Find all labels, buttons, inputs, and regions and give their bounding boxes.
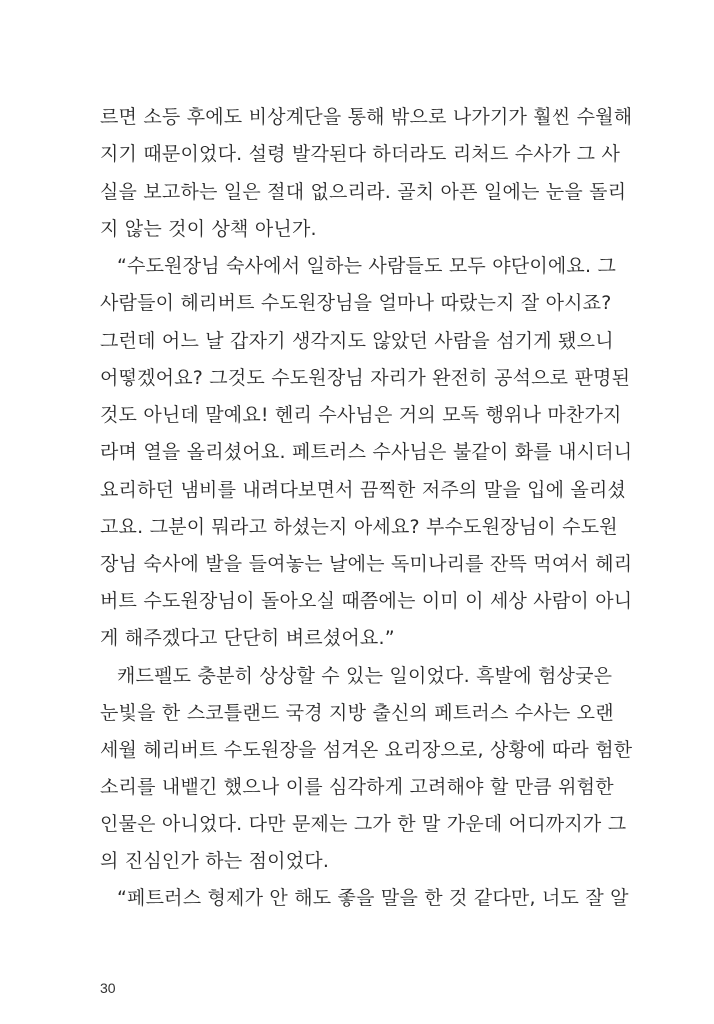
text-line: 의 진심인가 하는 점이었다. <box>100 850 330 872</box>
text-line: 르면 소등 후에도 비상계단을 통해 밖으로 나가기가 훨씬 수월해 <box>100 106 633 128</box>
text-line: 세월 헤리버트 수도원장을 섬겨온 요리장으로, 상황에 따라 험한 <box>100 739 633 761</box>
text-line: 지 않는 것이 상책 아닌가. <box>100 218 317 240</box>
text-line: 눈빛을 한 스코틀랜드 국경 지방 출신의 페트러스 수사는 오랜 <box>100 702 614 724</box>
text-line: “수도원장님 숙사에서 일하는 사람들도 모두 야단이에요. 그 <box>117 255 617 277</box>
text-line: 인물은 아니었다. 다만 문제는 그가 한 말 가운데 어디까지가 그 <box>100 813 627 835</box>
text-line: 그런데 어느 날 갑자기 생각지도 않았던 사람을 섬기게 됐으니 <box>100 330 614 352</box>
text-line: 라며 열을 올리셨어요. 페트러스 수사님은 불같이 화를 내시더니 <box>100 441 633 463</box>
text-line: 고요. 그분이 뭐라고 하셨는지 아세요? 부수도원장님이 수도원 <box>100 516 618 538</box>
text-line: 소리를 내뱉긴 했으나 이를 심각하게 고려해야 할 만큼 위험한 <box>100 776 614 798</box>
text-line: 어떻겠어요? 그것도 수도원장님 자리가 완전히 공석으로 판명된 <box>100 367 631 389</box>
text-line: “페트러스 형제가 안 해도 좋을 말을 한 것 같다만, 너도 잘 알 <box>117 887 629 909</box>
text-line: 사람들이 헤리버트 수도원장님을 얼마나 따랐는지 잘 아시죠? <box>100 292 612 314</box>
text-line: 장님 숙사에 발을 들여놓는 날에는 독미나리를 잔뜩 먹여서 헤리 <box>100 553 633 575</box>
page-number: 30 <box>100 980 116 996</box>
text-line: 요리하던 냄비를 내려다보면서 끔찍한 저주의 말을 입에 올리셨 <box>100 479 627 501</box>
text-line: 게 해주겠다고 단단히 벼르셨어요.” <box>100 627 395 649</box>
text-line: 것도 아닌데 말예요! 헨리 수사님은 거의 모독 행위나 마찬가지 <box>100 404 622 426</box>
text-line: 지기 때문이었다. 설령 발각된다 하더라도 리처드 수사가 그 사 <box>100 143 621 165</box>
text-line: 캐드펠도 충분히 상상할 수 있는 일이었다. 흑발에 험상궂은 <box>117 665 613 687</box>
text-line: 실을 보고하는 일은 절대 없으리라. 골치 아픈 일에는 눈을 돌리 <box>100 181 627 203</box>
text-line: 버트 수도원장님이 돌아오실 때쯤에는 이미 이 세상 사람이 아니 <box>100 590 633 612</box>
